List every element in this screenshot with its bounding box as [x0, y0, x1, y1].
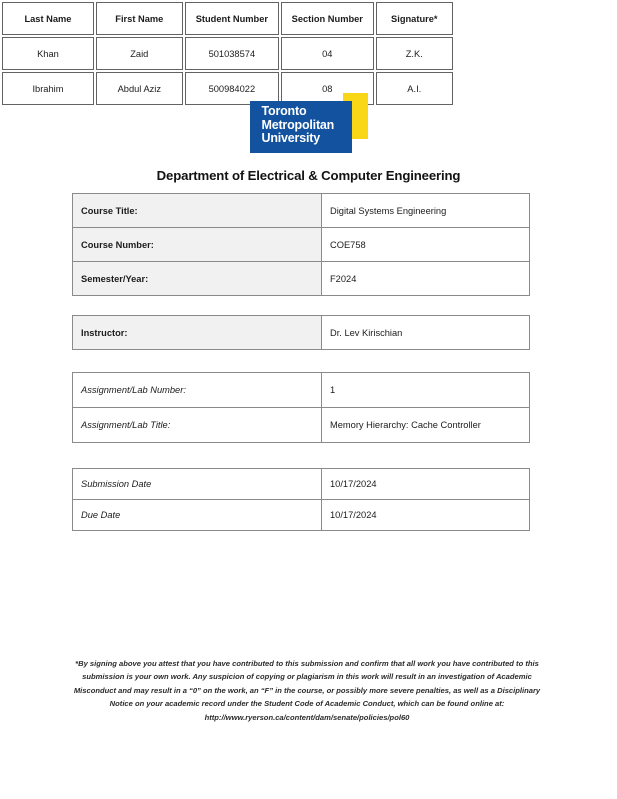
- course-title-label: Course Title:: [73, 194, 322, 228]
- cell-section-number: 04: [281, 37, 374, 70]
- assignment-number-value: 1: [322, 373, 530, 408]
- table-row: [73, 316, 530, 350]
- submission-date-value: 10/17/2024: [322, 469, 530, 500]
- policy-url: http://www.ryerson.ca/content/dam/senate/policies/pol60: [204, 712, 410, 722]
- header-last-name: Last Name: [2, 2, 94, 35]
- cell-signature: A.I.: [376, 72, 453, 105]
- assignment-title-value: Memory Hierarchy: Cache Controller: [322, 408, 530, 443]
- table-row: [73, 228, 530, 262]
- header-section-number: Section Number: [281, 2, 374, 35]
- instructor-table: [72, 315, 530, 350]
- cell-first-name: Zaid: [96, 37, 183, 70]
- attestation-footer: [73, 657, 541, 724]
- table-row: [2, 37, 453, 70]
- logo-line-toronto: Toronto: [261, 104, 307, 118]
- table-row: [73, 194, 530, 228]
- header-student-number: Student Number: [185, 2, 279, 35]
- assignment-number-label: Assignment/Lab Number:: [73, 373, 322, 408]
- dates-table: [72, 468, 530, 531]
- cell-student-number: 501038574: [185, 37, 279, 70]
- semester-year-value: F2024: [322, 262, 530, 296]
- table-row: [73, 469, 530, 500]
- assignment-title-label: Assignment/Lab Title:: [73, 408, 322, 443]
- logo-line-metropolitan: Metropolitan: [261, 117, 335, 132]
- course-info-table: [72, 193, 530, 296]
- instructor-value: Dr. Lev Kirischian: [322, 316, 530, 350]
- course-number-label: Course Number:: [73, 228, 322, 262]
- cell-student-number: 500984022: [185, 72, 279, 105]
- table-row: [73, 373, 530, 408]
- due-date-value: 10/17/2024: [322, 500, 530, 531]
- table-row: [73, 262, 530, 296]
- attestation-text: *By signing above you attest that you have contributed to this submission and confirm that all work you have contributed to this submission is your own work. Any suspicion of copying or plagiarism in this work will result in an investigation of Academic Misconduct and may result in a “0” on the work, an “F” in the course, or possibly more severe penalties, as well as a Disciplinary Notice on your academic record under the Student Code of Academic Conduct, which can be found online at:: [73, 659, 541, 709]
- cell-last-name: Ibrahim: [2, 72, 94, 105]
- cell-first-name: Abdul Aziz: [96, 72, 183, 105]
- header-signature: Signature*: [376, 2, 453, 35]
- table-row: [73, 408, 530, 443]
- due-date-label: Due Date: [73, 500, 322, 531]
- submission-date-label: Submission Date: [73, 469, 322, 500]
- logo-wordmark: [262, 105, 335, 146]
- assignment-table: [72, 372, 530, 443]
- students-table: [0, 0, 455, 107]
- course-title-value: Digital Systems Engineering: [322, 194, 530, 228]
- instructor-label: Instructor:: [73, 316, 322, 350]
- semester-year-label: Semester/Year:: [73, 262, 322, 296]
- header-first-name: First Name: [96, 2, 183, 35]
- logo-block: [0, 93, 617, 153]
- cell-signature: Z.K.: [376, 37, 453, 70]
- cell-last-name: Khan: [2, 37, 94, 70]
- table-row: [73, 500, 530, 531]
- logo-line-university: University: [261, 131, 320, 146]
- table-header-row: [2, 2, 453, 35]
- page-title: Department of Electrical & Computer Engineering: [156, 168, 461, 183]
- cell-section-number: 08: [281, 72, 374, 105]
- toronto-metropolitan-university-logo: [250, 93, 368, 153]
- course-number-value: COE758: [322, 228, 530, 262]
